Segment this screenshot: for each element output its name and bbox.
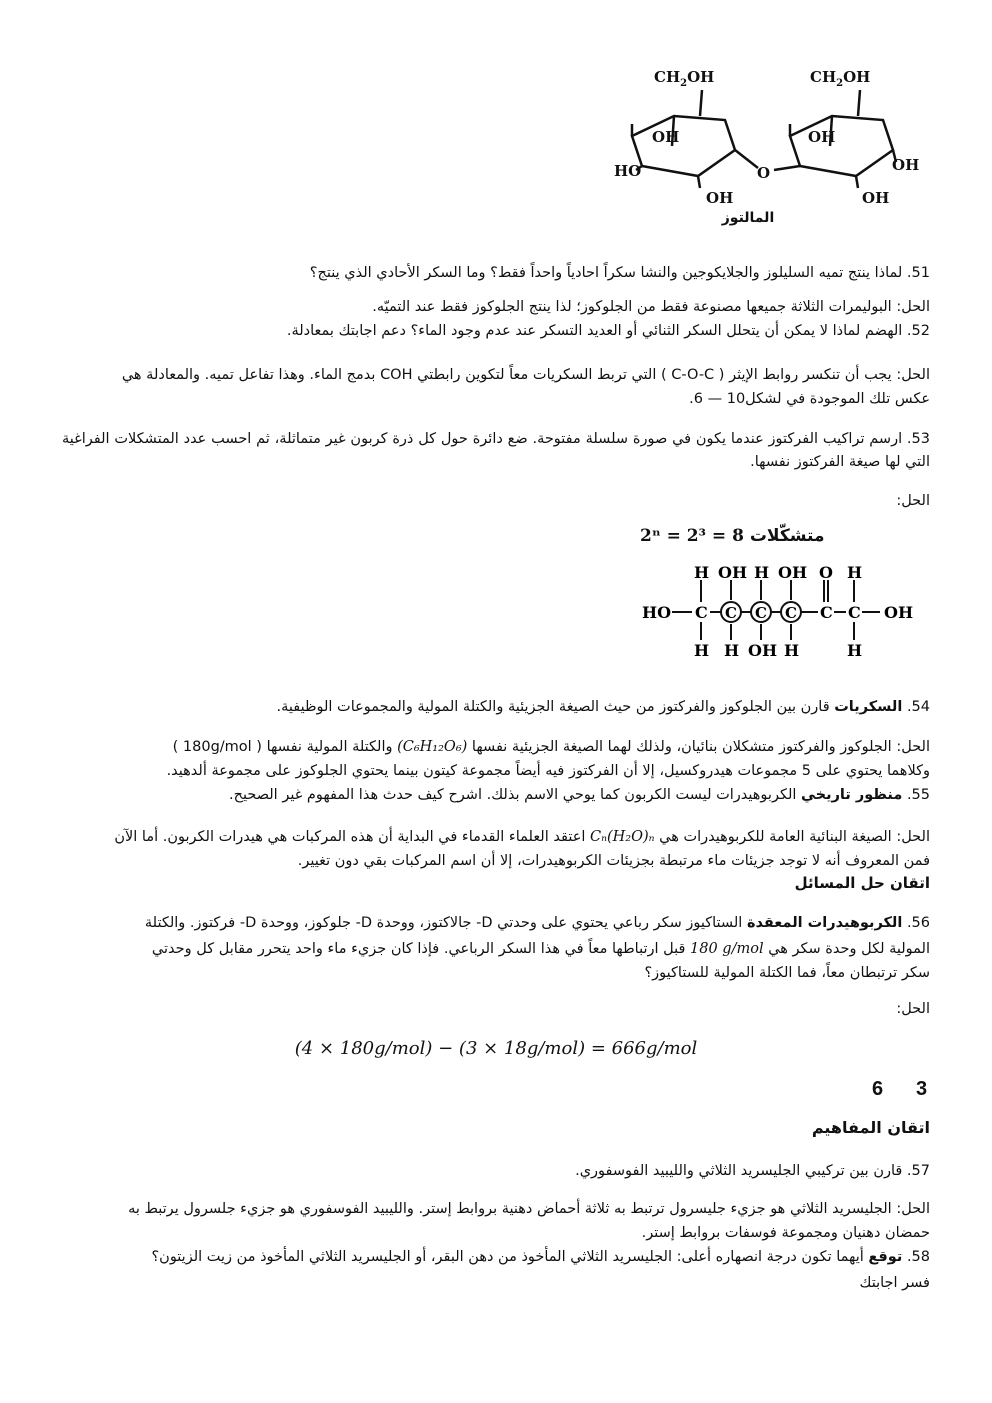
q54-text: قارن بين الجلوكوز والفركتوز من حيث الصيغة الجزيئية والكتلة المولية والمجموعات الوظيفية. bbox=[276, 699, 830, 715]
section-number-left: 6 bbox=[872, 1078, 884, 1100]
fructose-bottom-4: H bbox=[784, 641, 800, 660]
q54-prefix: 54. bbox=[906, 699, 930, 715]
q57-answer-line1: الحل: الجليسريد الثلاثي هو جزيء جليسرول ترتبط به ثلاثة أحماض دهنية بروابط إستر. والليبيد الفوسفوري هو جزيء جلسرول يرتبط به bbox=[128, 1201, 930, 1217]
fructose-c4: C bbox=[785, 604, 797, 622]
q56-text-a: الستاكيوز سكر رباعي يحتوي على وحدتي D- جالاكتوز، ووحدة D- جلوكوز، ووحدة D- فركتوز. والكتلة bbox=[144, 915, 743, 931]
fructose-top-2: OH bbox=[718, 563, 748, 582]
fructose-bottom-5: H bbox=[847, 641, 863, 660]
q52-answer-line1: الحل: يجب أن تنكسر روابط الإيثر ( C-O-C ) التي تربط السكريات معاً لتكوين رابطتي COH بدمج الماء. وهذا تفاعل تميه. والمعادلة هي bbox=[121, 367, 930, 383]
q56-question-line1 bbox=[62, 912, 930, 935]
maltose-right-oh-right: OH bbox=[892, 156, 920, 174]
q54-answer-part2: والكتلة المولية نفسها ( 180g/mol ) bbox=[172, 739, 393, 755]
q51-answer: الحل: البوليمرات الثلاثة جميعها مصنوعة فقط من الجلوكوز؛ لذا ينتج الجلوكوز فقط عند التميّه. bbox=[372, 299, 930, 315]
fructose-top-3: H bbox=[754, 563, 770, 582]
fructose-bottom-2: H bbox=[724, 641, 740, 660]
heading-problem-mastery: اتقان حل المسائل bbox=[794, 874, 930, 892]
fructose-c1: C bbox=[695, 603, 708, 622]
q56-text-b1: المولية لكل وحدة سكر هي bbox=[768, 941, 930, 957]
q58-prefix: 58. bbox=[906, 1249, 930, 1265]
fructose-right-oh: OH bbox=[884, 603, 914, 622]
fructose-c6: C bbox=[848, 603, 861, 622]
fructose-c5: C bbox=[820, 603, 833, 622]
maltose-left-ch2oh: $CH_2OH$ bbox=[654, 68, 715, 89]
q54-answer-line2: وكلاهما يحتوي على 5 مجموعات هيدروكسيل، إلا أن الفركتوز فيه أيضاً مجموعة كيتون بينما يحتوي الجلوكوز على مجموعة ألدهيد. bbox=[166, 763, 930, 779]
q58-question-line2: فسر اجابتك bbox=[859, 1275, 930, 1291]
q54-question bbox=[62, 696, 930, 719]
q56-label: الكربوهيدرات المعقدة bbox=[746, 915, 903, 931]
fructose-bottom-3: OH bbox=[748, 641, 778, 660]
heading-concept-mastery: اتقان المفاهيم bbox=[811, 1118, 930, 1137]
q57-answer-line2: حمضان دهنيان ومجموعة فوسفات بروابط إستر. bbox=[641, 1225, 930, 1241]
q55-answer-formula: Cₙ(H₂O)ₙ bbox=[589, 829, 655, 845]
q53-answer-label: الحل: bbox=[896, 493, 930, 509]
q55-text: الكربوهيدرات ليست الكربون كما يوحي الاسم بذلك. اشرح كيف حدث هذا المفهوم غير الصحيح. bbox=[228, 787, 797, 803]
q58-text-a: أيهما تكون درجة انصهاره أعلى: الجليسريد الثلاثي المأخوذ من دهن البقر، أو الجليسريد الثلاثي المأخوذ من زيت الزيتون؟ bbox=[151, 1249, 864, 1265]
q56-prefix: 56. bbox=[906, 915, 930, 931]
q58-question-line1 bbox=[62, 1246, 930, 1269]
q56-molar-mass: 180 g/mol bbox=[690, 941, 764, 957]
q58-label: توقع bbox=[868, 1249, 903, 1265]
maltose-right-oh-top: OH bbox=[808, 128, 836, 146]
q56-text-b2: قبل ارتباطها معاً في هذا السكر الرباعي. فإذا كان جزيء ماء واحد يتحرر مقابل كل وحدتي bbox=[151, 941, 686, 957]
maltose-right-ch2oh: $CH_2OH$ bbox=[810, 68, 871, 89]
fructose-formula-math: 2ⁿ = 2³ = 8 bbox=[640, 526, 744, 546]
q56-question-line2 bbox=[62, 938, 930, 961]
q55-answer-line1 bbox=[62, 826, 930, 849]
q55-label: منظور تاريخي bbox=[801, 787, 903, 803]
q52-question: 52. الهضم لماذا لا يمكن أن يتحلل السكر الثنائي أو العديد التسكر عند عدم وجود الماء؟ دعم اجابتك بمعادلة. bbox=[286, 323, 930, 339]
fructose-bottom-1: H bbox=[694, 641, 710, 660]
q55-answer-part2: اعتقد العلماء القدماء في البداية أن هذه المركبات هي هيدرات الكربون. أما الآن bbox=[114, 829, 586, 845]
q51-question: 51. لماذا ينتج تميه السليلوز والجلايكوجين والنشا سكراً احادياً واحداً فقط؟ وما السكر الأحادي الذي ينتج؟ bbox=[309, 265, 930, 281]
q55-prefix: 55. bbox=[906, 787, 930, 803]
q57-question: 57. قارن بين تركيبي الجليسريد الثلاثي والليبيد الفوسفوري. bbox=[575, 1163, 930, 1179]
q55-answer-line2: فمن المعروف أنه لا توجد جزيئات ماء مرتبطة بجزيئات الكربوهيدرات، إلا أن اسم المركبات بقي دون تغيير. bbox=[297, 853, 930, 869]
maltose-bridge-oxygen: O bbox=[757, 164, 771, 182]
fructose-formula bbox=[640, 526, 824, 546]
fructose-top-4: OH bbox=[778, 563, 808, 582]
q54-answer-line1 bbox=[62, 736, 930, 759]
maltose-left-oh-top: OH bbox=[652, 128, 680, 146]
q56-answer-label: الحل: bbox=[896, 1001, 930, 1017]
fructose-top-1: H bbox=[694, 563, 710, 582]
q54-answer-formula: (C₆H₁₂O₆) bbox=[397, 739, 468, 755]
q52-answer-line2: عكس تلك الموجودة في لشكل10 — 6. bbox=[689, 391, 930, 407]
fructose-c2: C bbox=[725, 604, 737, 622]
fructose-top-o: O bbox=[819, 563, 833, 582]
q54-answer-part1: الحل: الجلوكوز والفركتوز متشكلان بنائيان، ولذلك لهما الصيغة الجزيئية نفسها bbox=[471, 739, 930, 755]
maltose-left-ring bbox=[632, 90, 758, 188]
fructose-c3: C bbox=[755, 604, 767, 622]
q56-equation: (4 × 180g/mol) − (3 × 18g/mol) = 666g/mol bbox=[294, 1038, 698, 1059]
q56-question-line3: سكر ترتبطان معاً، فما الكتلة المولية للستاكيوز؟ bbox=[644, 965, 930, 981]
fructose-formula-word: متشكّلات bbox=[749, 526, 825, 546]
maltose-left-oh-bottom: OH bbox=[706, 189, 734, 207]
fructose-chain-diagram bbox=[640, 560, 930, 660]
q53-question: 53. ارسم تراكيب الفركتوز عندما يكون في صورة سلسلة مفتوحة. ضع دائرة حول كل ذرة كربون غير متماثلة، ثم احسب عدد المتشكلات الفراغية التي لها صيغة الفركتوز نفسها. bbox=[62, 431, 930, 470]
q54-label: السكريات bbox=[834, 699, 903, 715]
q55-answer-part1: الحل: الصيغة البنائية العامة للكربوهيدرات هي bbox=[659, 829, 930, 845]
fructose-left-ho: HO bbox=[642, 603, 672, 622]
maltose-right-oh-bottom: OH bbox=[862, 189, 890, 207]
maltose-left-ho: HO bbox=[614, 162, 642, 180]
fructose-top-h: H bbox=[847, 563, 863, 582]
section-number-right: 3 bbox=[916, 1078, 928, 1100]
maltose-caption: المالتوز bbox=[721, 210, 775, 226]
q55-question bbox=[62, 784, 930, 807]
